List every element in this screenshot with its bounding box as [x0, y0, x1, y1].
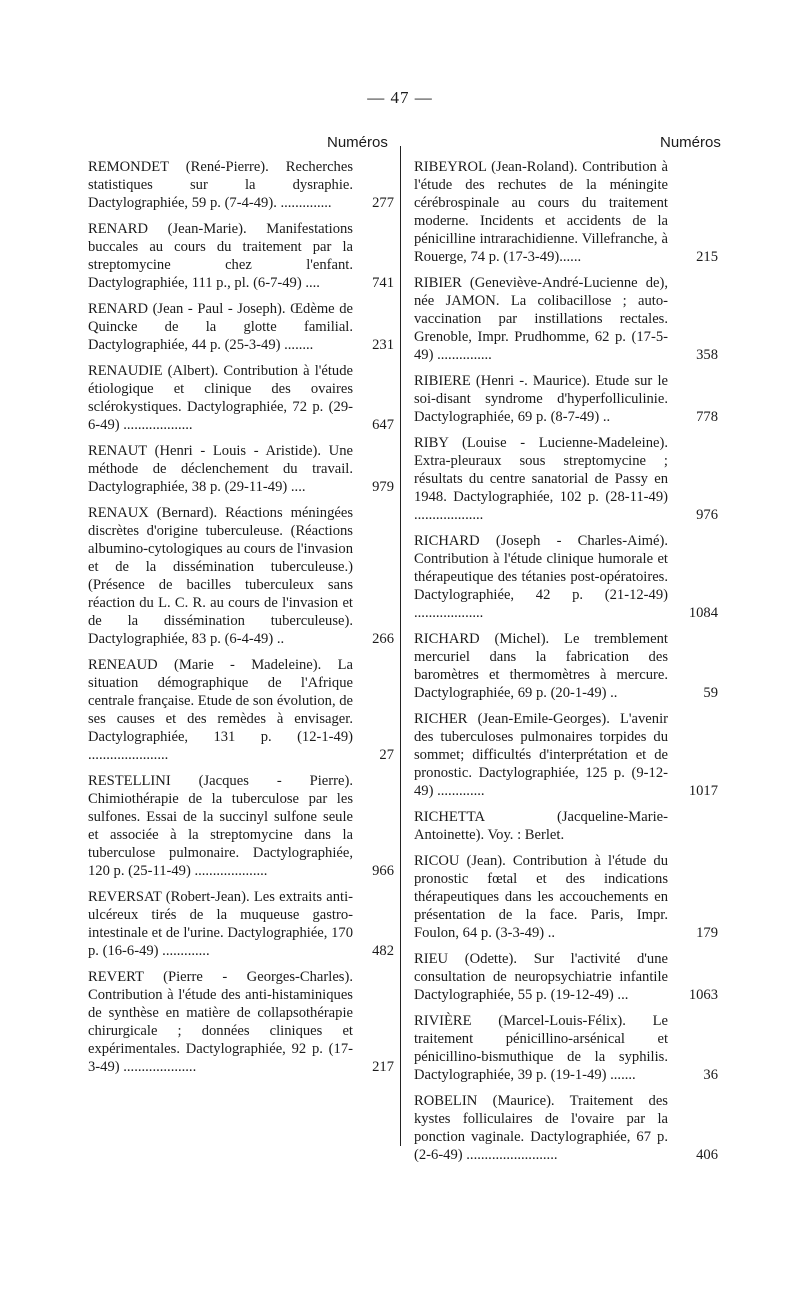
entry-number: 358 [696, 347, 718, 363]
index-entry [414, 158, 718, 266]
entry-text: REVERSAT (Robert-Jean). Les extraits anti-ulcéreux tirés de la muqueuse gastro-intestinale et de l'urine. Dactylographiée, 170 p. (16-6-49) ............. [88, 889, 353, 959]
entry-text: RENAUX (Bernard). Réactions méningées discrètes d'origine tuberculeuse. (Réactions albumino-cytologiques au cours de l'invasion et de la dissémination tuberculeuse.) (Présence de bacilles tuberculeux sans réaction du L. C. R. au cours de l'invasion et de la dissémination tuberculeuse). Dactylographiée, 83 p. (6-4-49) .. [88, 505, 353, 647]
entry-text: RENARD (Jean - Paul - Joseph). Œdème de Quincke de la glotte familial. Dactylographiée, 44 p. (25-3-49) ........ [88, 301, 353, 353]
index-entry [88, 158, 394, 212]
entry-number: 406 [696, 1147, 718, 1163]
entry-text: RICHER (Jean-Emile-Georges). L'avenir des tuberculoses pulmonaires torpides du sommet; difficultés d'interprétation et de pronostic. Dactylographiée, 125 p. (9-12-49) ............. [414, 711, 668, 799]
index-entry [414, 950, 718, 1004]
index-entry [88, 888, 394, 960]
entry-text: RICHARD (Michel). Le tremblement mercuriel dans la fabrication des baromètres et thermomètres à mercure. Dactylographiée, 69 p. (20-1-49) .. [414, 631, 668, 701]
entry-number: 482 [372, 943, 394, 959]
entry-number: 647 [372, 417, 394, 433]
entry-number: 966 [372, 863, 394, 879]
entry-number: 27 [379, 747, 394, 763]
column-header-left: Numéros [327, 134, 388, 151]
index-entry [414, 710, 718, 800]
index-entry [88, 772, 394, 880]
index-entry [414, 274, 718, 364]
index-entry [414, 532, 718, 622]
entry-number: 979 [372, 479, 394, 495]
entry-number: 179 [696, 925, 718, 941]
index-entry [414, 1092, 718, 1164]
entry-text: REMONDET (René-Pierre). Recherches statistiques sur la dysraphie. Dactylographiée, 59 p. (7-4-49). .............. [88, 159, 353, 211]
index-entry [88, 656, 394, 764]
entry-number: 215 [696, 249, 718, 265]
index-entry [88, 968, 394, 1076]
index-entry [414, 372, 718, 426]
entry-number: 778 [696, 409, 718, 425]
entry-text: RIBIERE (Henri -. Maurice). Etude sur le soi-disant syndrome d'hyperfolliculinie. Dactylographiée, 69 p. (8-7-49) .. [414, 373, 668, 425]
index-entry [88, 362, 394, 434]
entry-number: 59 [703, 685, 718, 701]
entry-number: 1063 [688, 987, 718, 1003]
index-entry [88, 300, 394, 354]
column-header-right: Numéros [660, 134, 721, 151]
index-entry [414, 808, 718, 844]
entry-number: 277 [372, 195, 394, 211]
entry-text: RIBEYROL (Jean-Roland). Contribution à l'étude des rechutes de la méningite cérébrospinale au cours du traitement moderne. Incidents et accidents de la pénicilline intrarachidienne. Villefranche, à Rouerge, 74 p. (17-3-49)...... [414, 159, 668, 265]
entry-text: RICHARD (Joseph - Charles-Aimé). Contribution à l'étude clinique humorale et thérapeutique des tétanies post-opératoires. Dactylographiée, 42 p. (21-12-49) ................... [414, 533, 668, 621]
entry-number: 1084 [688, 605, 718, 621]
index-entry [414, 852, 718, 942]
entry-text: RENAUT (Henri - Louis - Aristide). Une méthode de déclenchement du travail. Dactylographiée, 38 p. (29-11-49) .... [88, 443, 353, 495]
entry-text: RICHETTA (Jacqueline-Marie-Antoinette). Voy. : Berlet. [414, 809, 668, 843]
entry-text: RENARD (Jean-Marie). Manifestations buccales au cours du traitement par la streptomycine chez l'enfant. Dactylographiée, 111 p., pl. (6-7-49) .... [88, 221, 353, 291]
entry-number: 217 [372, 1059, 394, 1075]
entry-text: RIBY (Louise - Lucienne-Madeleine). Extra-pleuraux sous streptomycine ; résultats du centre sanatorial de Passy en 1948. Dactylographiée, 102 p. (28-11-49) ................... [414, 435, 668, 523]
entry-number: 741 [372, 275, 394, 291]
index-entry [414, 434, 718, 524]
index-entry [88, 220, 394, 292]
entry-text: RESTELLINI (Jacques - Pierre). Chimiothérapie de la tuberculose par les sulfones. Essai de la succinyl sulfone seule et associée à la streptomycine dans la tuberculose pulmonaire. Dactylographiée, 120 p. (25-11-49) .................... [88, 773, 353, 879]
entry-number: 266 [372, 631, 394, 647]
entry-text: RIBIER (Geneviève-André-Lucienne de), née JAMON. La colibacillose ; auto-vaccination par instillations rectales. Grenoble, Impr. Prudhomme, 62 p. (17-5-49) ............... [414, 275, 668, 363]
entry-text: ROBELIN (Maurice). Traitement des kystes folliculaires de l'ovaire par la ponction vaginale. Dactylographiée, 67 p. (2-6-49) ......................... [414, 1093, 668, 1163]
entry-text: REVERT (Pierre - Georges-Charles). Contribution à l'étude des anti-histaminiques de synthèse en matière de collapsothérapie chirurgicale ; données cliniques et expérimentales. Dactylographiée, 92 p. (17-3-49) .................... [88, 969, 353, 1075]
entry-text: RENAUDIE (Albert). Contribution à l'étude étiologique et clinique des ovaires sclérokystiques. Dactylographiée, 72 p. (29-6-49) ................... [88, 363, 353, 433]
index-entry [414, 630, 718, 702]
index-entry [414, 1012, 718, 1084]
entry-text: RICOU (Jean). Contribution à l'étude du pronostic fœtal et des indications thérapeutiques dans les accouchements en présentation de la face. Paris, Impr. Foulon, 64 p. (3-3-49) .. [414, 853, 668, 941]
index-entry [88, 442, 394, 496]
entry-number: 976 [696, 507, 718, 523]
column-divider [400, 146, 401, 1146]
entry-number: 231 [372, 337, 394, 353]
entry-number: 36 [703, 1067, 718, 1083]
right-column [414, 158, 718, 1172]
entry-text: RIEU (Odette). Sur l'activité d'une consultation de neuropsychiatrie infantile Dactylographiée, 55 p. (19-12-49) ... [414, 951, 668, 1003]
page-number: — 47 — [367, 88, 433, 107]
left-column [88, 158, 394, 1084]
entry-text: RIVIÈRE (Marcel-Louis-Félix). Le traitement pénicillino-arsénical et pénicillino-bismuthique de la syphilis. Dactylographiée, 39 p. (19-1-49) ....... [414, 1013, 668, 1083]
entry-text: RENEAUD (Marie - Madeleine). La situation démographique de l'Afrique centrale française. Etude de son évolution, de ses causes et des remèdes à envisager. Dactylographiée, 131 p. (12-1-49) ...................... [88, 657, 354, 763]
index-entry [88, 504, 394, 648]
entry-number: 1017 [688, 783, 718, 799]
